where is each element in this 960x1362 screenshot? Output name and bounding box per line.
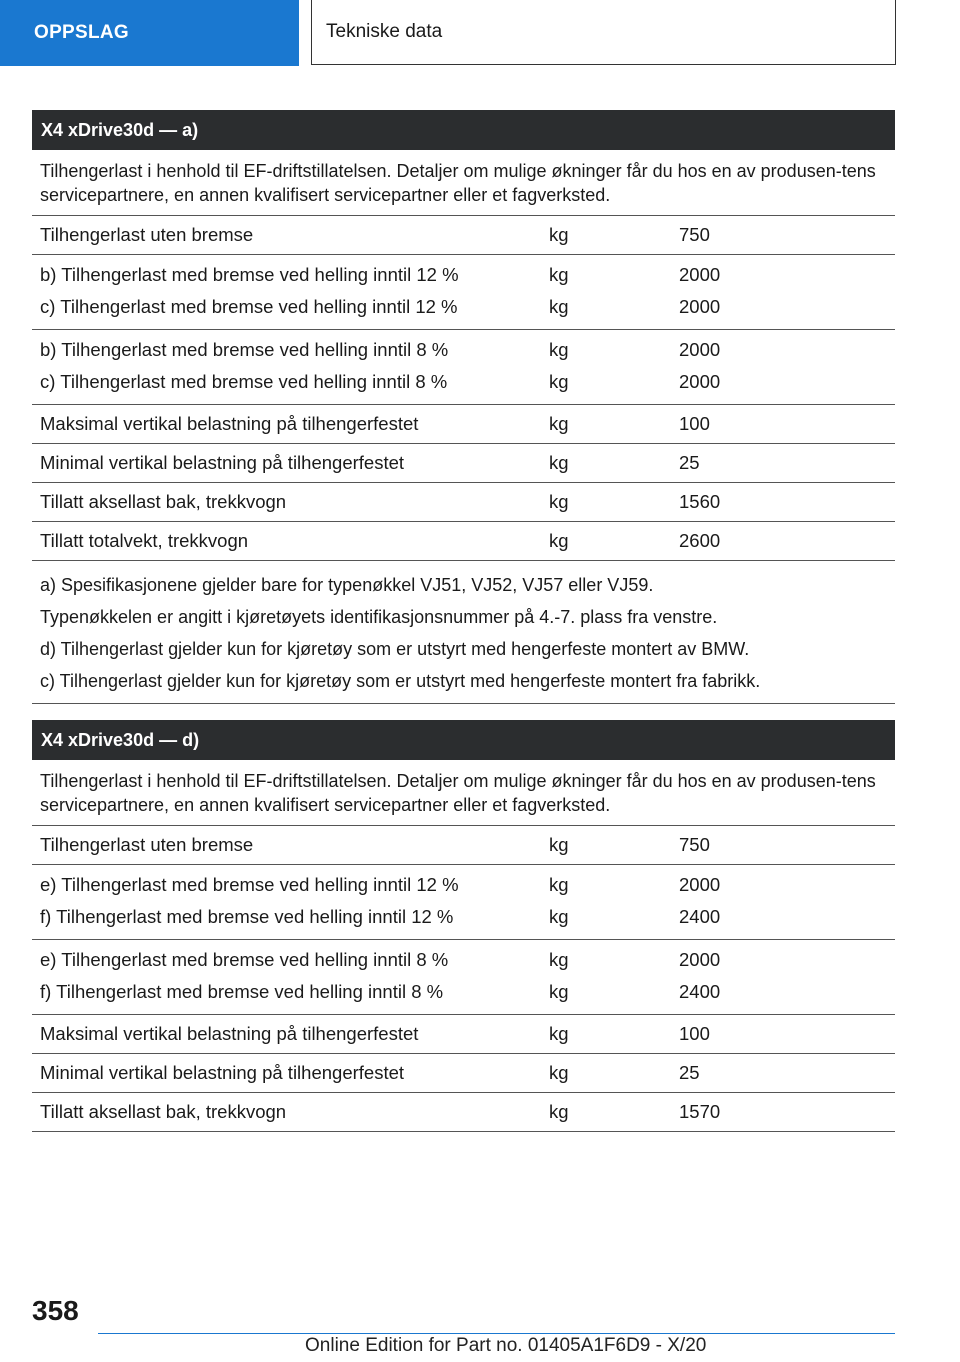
table-row bbox=[32, 255, 895, 330]
row-unit-cell bbox=[549, 224, 679, 246]
row-unit-cell bbox=[549, 834, 679, 856]
table-row bbox=[32, 940, 895, 1015]
table-row bbox=[32, 330, 895, 405]
row-unit-cell bbox=[549, 1062, 679, 1084]
row-unit-cell bbox=[549, 259, 679, 323]
row-label: b) Tilhengerlast med bremse ved helling inntil 8 % bbox=[40, 339, 449, 360]
row-value: 2000 bbox=[679, 371, 721, 392]
row-value: 2000 bbox=[679, 339, 721, 360]
row-value: 25 bbox=[679, 1062, 700, 1083]
row-value: 2400 bbox=[679, 906, 721, 927]
table-row bbox=[32, 405, 895, 444]
row-value: 100 bbox=[679, 413, 710, 434]
table-intro: Tilhengerlast i henhold til EF-driftstillatelsen. Detaljer om mulige økninger får du hos en av produsen-tens servicepartnere, en annen kvalifisert servicepartner eller et fagverksted. bbox=[32, 150, 895, 216]
row-label-cell bbox=[32, 944, 549, 1008]
row-label: Tilhengerlast uten bremse bbox=[40, 834, 254, 855]
row-unit-cell bbox=[549, 1023, 679, 1045]
row-value-cell bbox=[679, 1023, 895, 1045]
row-label-cell bbox=[32, 869, 549, 933]
row-label-cell bbox=[32, 530, 549, 552]
row-label: Minimal vertikal belastning på tilhengerfestet bbox=[40, 452, 405, 473]
row-value: 1570 bbox=[679, 1101, 721, 1122]
row-value-cell bbox=[679, 1062, 895, 1084]
row-label-cell bbox=[32, 1101, 549, 1123]
page-number: 358 bbox=[32, 1295, 79, 1326]
row-label-cell bbox=[32, 224, 549, 246]
row-label: Tillatt aksellast bak, trekkvogn bbox=[40, 1101, 287, 1122]
row-value: 2000 bbox=[679, 296, 721, 317]
row-label: Tilhengerlast uten bremse bbox=[40, 224, 254, 245]
table-row bbox=[32, 483, 895, 522]
footnote: c) Tilhengerlast gjelder kun for kjøretøy som er utstyrt med hengerfeste montert fra fabrikk. bbox=[40, 671, 761, 691]
row-value-cell bbox=[679, 944, 895, 1008]
row-value-cell bbox=[679, 259, 895, 323]
row-unit: kg bbox=[549, 906, 569, 927]
row-unit: kg bbox=[549, 296, 569, 317]
row-label-cell bbox=[32, 334, 549, 398]
row-unit: kg bbox=[549, 834, 569, 855]
table-row bbox=[32, 522, 895, 561]
row-label-cell bbox=[32, 259, 549, 323]
row-unit-cell bbox=[549, 491, 679, 513]
row-unit-cell bbox=[549, 334, 679, 398]
table-title: X4 xDrive30d — a) bbox=[32, 110, 895, 150]
row-value: 25 bbox=[679, 452, 700, 473]
row-unit: kg bbox=[549, 1023, 569, 1044]
row-unit-cell bbox=[549, 530, 679, 552]
table-footnotes bbox=[32, 561, 895, 704]
table-row bbox=[32, 216, 895, 255]
row-label: f) Tilhengerlast med bremse ved helling inntil 12 % bbox=[40, 906, 454, 927]
row-value: 2400 bbox=[679, 981, 721, 1002]
row-unit: kg bbox=[549, 1062, 569, 1083]
section-tab[interactable]: OPPSLAG bbox=[0, 0, 299, 66]
row-unit: kg bbox=[549, 371, 569, 392]
row-unit: kg bbox=[549, 949, 569, 970]
row-value: 750 bbox=[679, 224, 710, 245]
row-label-cell bbox=[32, 834, 549, 856]
row-value-cell bbox=[679, 491, 895, 513]
row-unit: kg bbox=[549, 413, 569, 434]
row-value: 2000 bbox=[679, 874, 721, 895]
footnote: a) Spesifikasjonene gjelder bare for typenøkkel VJ51, VJ52, VJ57 eller VJ59. bbox=[40, 575, 654, 595]
row-value: 750 bbox=[679, 834, 710, 855]
row-unit: kg bbox=[549, 224, 569, 245]
row-label: f) Tilhengerlast med bremse ved helling inntil 8 % bbox=[40, 981, 444, 1002]
page-header bbox=[0, 0, 960, 66]
row-unit: kg bbox=[549, 981, 569, 1002]
table-row bbox=[32, 444, 895, 483]
row-label: b) Tilhengerlast med bremse ved helling inntil 12 % bbox=[40, 264, 459, 285]
row-value-cell bbox=[679, 224, 895, 246]
footnote: Typenøkkelen er angitt i kjøretøyets identifikasjonsnummer på 4.-7. plass fra venstre. bbox=[40, 607, 718, 627]
row-value: 2000 bbox=[679, 949, 721, 970]
row-unit: kg bbox=[549, 491, 569, 512]
row-value-cell bbox=[679, 413, 895, 435]
row-label: Tillatt totalvekt, trekkvogn bbox=[40, 530, 249, 551]
row-label-cell bbox=[32, 413, 549, 435]
row-label-cell bbox=[32, 1062, 549, 1084]
row-unit-cell bbox=[549, 452, 679, 474]
row-label: Minimal vertikal belastning på tilhengerfestet bbox=[40, 1062, 405, 1083]
table-row bbox=[32, 1054, 895, 1093]
row-value-cell bbox=[679, 834, 895, 856]
table-row bbox=[32, 1015, 895, 1054]
row-unit: kg bbox=[549, 530, 569, 551]
row-value: 2000 bbox=[679, 264, 721, 285]
row-label: e) Tilhengerlast med bremse ved helling inntil 12 % bbox=[40, 874, 459, 895]
row-unit: kg bbox=[549, 1101, 569, 1122]
row-unit: kg bbox=[549, 264, 569, 285]
row-unit: kg bbox=[549, 874, 569, 895]
table-row bbox=[32, 826, 895, 865]
row-label: Tillatt aksellast bak, trekkvogn bbox=[40, 491, 287, 512]
row-label-cell bbox=[32, 452, 549, 474]
row-label: c) Tilhengerlast med bremse ved helling inntil 8 % bbox=[40, 371, 448, 392]
row-label-cell bbox=[32, 1023, 549, 1045]
row-unit: kg bbox=[549, 339, 569, 360]
row-value: 1560 bbox=[679, 491, 721, 512]
row-value-cell bbox=[679, 869, 895, 933]
footnote: d) Tilhengerlast gjelder kun for kjøretøy som er utstyrt med hengerfeste montert av BMW. bbox=[40, 639, 750, 659]
row-unit-cell bbox=[549, 413, 679, 435]
row-label: c) Tilhengerlast med bremse ved helling inntil 12 % bbox=[40, 296, 458, 317]
row-label-cell bbox=[32, 491, 549, 513]
row-label: Maksimal vertikal belastning på tilhengerfestet bbox=[40, 1023, 419, 1044]
row-value-cell bbox=[679, 1101, 895, 1123]
row-label: e) Tilhengerlast med bremse ved helling inntil 8 % bbox=[40, 949, 449, 970]
chapter-title: Tekniske data bbox=[311, 0, 896, 65]
table-row bbox=[32, 1093, 895, 1132]
table-row bbox=[32, 865, 895, 940]
footer-divider bbox=[98, 1333, 895, 1334]
row-label: Maksimal vertikal belastning på tilhengerfestet bbox=[40, 413, 419, 434]
footer-edition: Online Edition for Part no. 01405A1F6D9 - X/20 bbox=[305, 1335, 707, 1356]
trailer-load-table-d bbox=[32, 720, 895, 1132]
table-intro: Tilhengerlast i henhold til EF-driftstillatelsen. Detaljer om mulige økninger får du hos en av produsen-tens servicepartnere, en annen kvalifisert servicepartner eller et fagverksted. bbox=[32, 760, 895, 826]
row-unit-cell bbox=[549, 1101, 679, 1123]
row-value-cell bbox=[679, 334, 895, 398]
row-value: 2600 bbox=[679, 530, 721, 551]
table-title: X4 xDrive30d — d) bbox=[32, 720, 895, 760]
row-unit-cell bbox=[549, 869, 679, 933]
row-value-cell bbox=[679, 530, 895, 552]
row-value-cell bbox=[679, 452, 895, 474]
row-unit: kg bbox=[549, 452, 569, 473]
row-unit-cell bbox=[549, 944, 679, 1008]
trailer-load-table-a bbox=[32, 110, 895, 704]
row-value: 100 bbox=[679, 1023, 710, 1044]
